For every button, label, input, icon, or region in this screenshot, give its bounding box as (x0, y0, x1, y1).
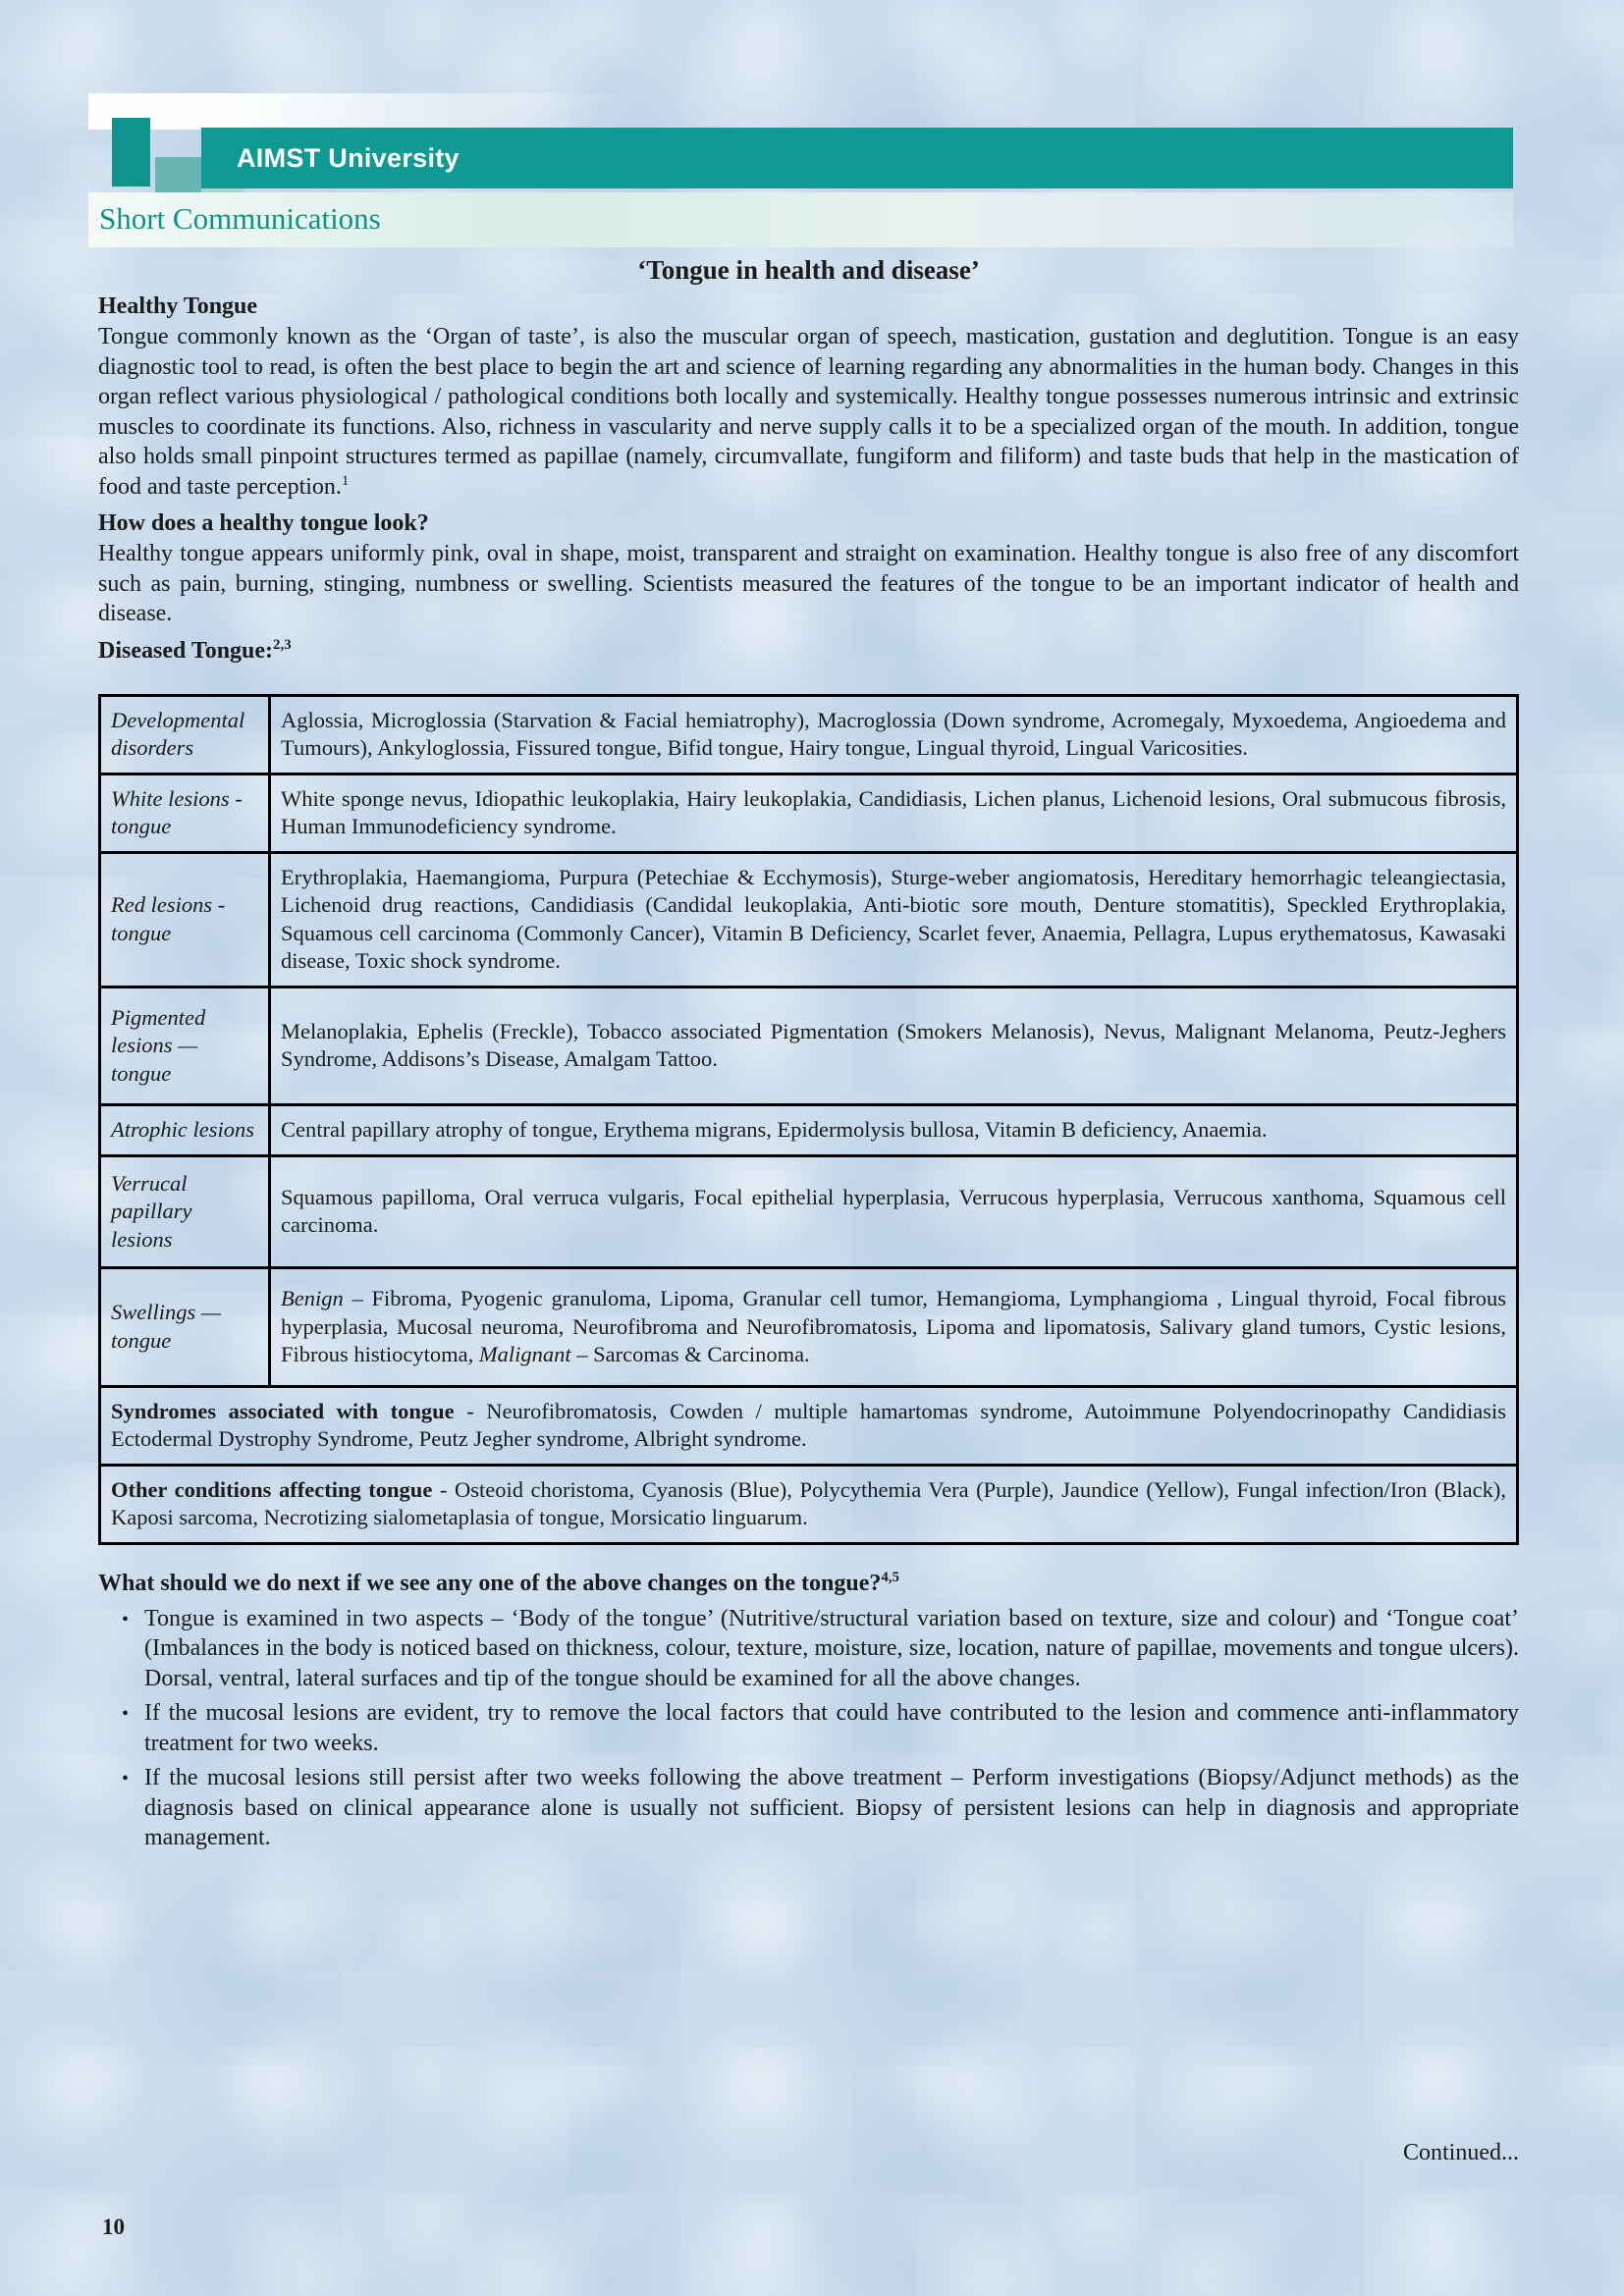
malignant-text: – Sarcomas & Carcinoma. (570, 1342, 810, 1366)
row-content: Erythroplakia, Haemangioma, Purpura (Petechiae & Ecchymosis), Sturge-weber angiomatosis, Hereditary hemorrhagic teleangiectasia, Lichenoid drug reactions, Candidiasis (Candidal leukoplakia, Anti-biotic sore mouth, Denture stomatitis), Speckled Erythroplakia, Squamous cell carcinoma (Commonly Cancer), Vitamin B Deficiency, Scarlet fever, Anaemia, Pellagra, Lupus erythematosus, Kawasaki disease, Toxic shock syndrome. (270, 852, 1518, 987)
section-label: Short Communications (99, 201, 381, 236)
row-label: Swellings — tongue (100, 1268, 270, 1387)
list-item (98, 1698, 1519, 1758)
list-item (98, 1604, 1519, 1694)
row-label: Developmental disorders (100, 695, 270, 774)
benign-text: – Fibroma, Pyogenic granuloma, Lipoma, Granular cell tumor, Hemangioma, Lymphangioma , Lingual thyroid, Focal fibrous hyperplasia, Mucosal neuroma, Neurofibroma and Neurofibromatosis, Lipoma and lipomatosis, Salivary gland tumors, Cystic lesions, Fibrous histiocytoma, (281, 1286, 1506, 1366)
bullet-icon: • (122, 1768, 130, 1789)
row-label: Atrophic lesions (100, 1105, 270, 1156)
paragraph-healthy-tongue (98, 322, 1519, 502)
bullet-icon: • (122, 1608, 130, 1630)
heading-next-steps (98, 1569, 1519, 1599)
row-content: Central papillary atrophy of tongue, Erythema migrans, Epidermolysis bullosa, Vitamin B deficiency, Anaemia. (270, 1105, 1518, 1156)
row-label: Verrucal papillary lesions (100, 1155, 270, 1268)
decor-square-dark (112, 118, 150, 187)
heading-next-steps-text: What should we do next if we see any one of the above changes on the tongue? (98, 1570, 882, 1596)
paragraph-healthy-tongue-text: Tongue commonly known as the ‘Organ of taste’, is also the muscular organ of speech, mastication, gustation and deglutition. Tongue is an easy diagnostic tool to read, is often the best place to begin the art and science of learning regarding any abnormalities in the human body. Changes in this organ reflect various physiological / pathological conditions both locally and systemically. Healthy tongue possesses numerous intrinsic and extrinsic muscles to coordinate its functions. Also, richness in vascularity and nerve supply calls it to be a specialized organ of the mouth. In addition, tongue also holds small pinpoint structures termed as papillae (namely, circumvallate, fungiform and filiform) and taste buds that help in the mastication of food and taste perception. (98, 324, 1519, 500)
row-label: Pigmented lesions — tongue (100, 987, 270, 1105)
heading-diseased-tongue (98, 636, 1519, 667)
article (98, 255, 1519, 1853)
other-conditions-label: Other conditions affecting tongue (111, 1476, 433, 1502)
row-content-full (100, 1386, 1518, 1465)
syndromes-text: - Neurofibromatosis, Cowden / multiple hamartomas syndrome, Autoimmune Polyendocrinopathy Candidiasis Ectodermal Dystrophy Syndrome, Peutz Jegher syndrome, Albright syndrome. (111, 1398, 1506, 1451)
row-content: Squamous papilloma, Oral verruca vulgaris, Focal epithelial hyperplasia, Verrucous hyperplasia, Verrucous xanthoma, Squamous cell carcinoma. (270, 1155, 1518, 1268)
footnote-ref-4-5: 4,5 (881, 1569, 899, 1585)
paragraph-how-tongue-looks: Healthy tongue appears uniformly pink, oval in shape, moist, transparent and straight on examination. Healthy tongue is also free of any discomfort such as pain, burning, stinging, numbness or swelling. Scientists measured the features of the tongue to be an important indicator of health and disease. (98, 541, 1519, 626)
bullet-icon: • (122, 1703, 130, 1725)
list-item-text: If the mucosal lesions still persist after two weeks following the above treatment – Perform investigations (Biopsy/Adjunct methods) as the diagnosis based on clinical appearance alone is usually not sufficient. Biopsy of persistent lesions can help in diagnosis and appropriate management. (144, 1765, 1519, 1850)
table-row-pigmented-lesions (100, 987, 1518, 1105)
table-row-syndromes (100, 1386, 1518, 1465)
heading-diseased-tongue-text: Diseased Tongue: (98, 637, 274, 664)
row-content: White sponge nevus, Idiopathic leukoplakia, Hairy leukoplakia, Candidiasis, Lichen planus, Lichenoid lesions, Oral submucous fibrosis, Human Immunodeficiency syndrome. (270, 774, 1518, 852)
row-content: Aglossia, Microglossia (Starvation & Facial hemiatrophy), Macroglossia (Down syndrome, Acromegaly, Myxoedema, Angioedema and Tumours), Ankyloglossia, Fissured tongue, Bifid tongue, Hairy tongue, Lingual thyroid, Lingual Varicosities. (270, 695, 1518, 774)
table-row-swellings (100, 1268, 1518, 1387)
syndromes-label: Syndromes associated with tongue (111, 1398, 455, 1423)
list-item (98, 1763, 1519, 1853)
page-number: 10 (102, 2215, 125, 2239)
list-item-text: Tongue is examined in two aspects – ‘Body of the tongue’ (Nutritive/structural variation based on texture, size and colour) and ‘Tongue coat’ (Imbalances in the body is noticed based on thickness, colour, texture, moisture, size, location, nature of papillae, movements and tongue ulcers). Dorsal, ventral, lateral surfaces and tip of the tongue should be examined for all the above changes. (144, 1605, 1519, 1691)
row-label: White lesions - tongue (100, 774, 270, 852)
footnote-ref-2-3: 2,3 (273, 636, 292, 653)
list-item-text: If the mucosal lesions are evident, try to remove the local factors that could have contributed to the lesion and commence anti-inflammatory treatment for two weeks. (144, 1700, 1519, 1756)
page-title: ‘Tongue in health and disease’ (637, 255, 980, 285)
footnote-ref-1: 1 (341, 472, 350, 489)
header-white-gradient (88, 93, 644, 130)
table-row-white-lesions (100, 774, 1518, 852)
malignant-label: Malignant (478, 1342, 571, 1366)
row-content-full (100, 1465, 1518, 1543)
continued-note: Continued... (1403, 2140, 1519, 2165)
heading-healthy-tongue: Healthy Tongue (98, 294, 258, 319)
other-conditions-text: - Osteoid choristoma, Cyanosis (Blue), Polycythemia Vera (Purple), Jaundice (Yellow), Fungal infection/Iron (Black), Kaposi sarcoma, Necrotizing sialometaplasia of tongue, Morsicatio linguarum. (111, 1476, 1506, 1529)
table-row-developmental (100, 695, 1518, 774)
banner-title: AIMST University (237, 143, 460, 173)
table-row-atrophic-lesions (100, 1105, 1518, 1156)
table-row-other-conditions (100, 1465, 1518, 1543)
row-content: Melanoplakia, Ephelis (Freckle), Tobacco associated Pigmentation (Smokers Melanosis), Nevus, Malignant Melanoma, Peutz-Jeghers Syndrome, Addisons’s Disease, Amalgam Tattoo. (270, 987, 1518, 1105)
benign-label: Benign (281, 1286, 344, 1310)
table-row-verrucal-lesions (100, 1155, 1518, 1268)
section-band (88, 192, 1513, 247)
row-content (270, 1268, 1518, 1387)
row-label: Red lesions - tongue (100, 852, 270, 987)
heading-how-tongue-looks: How does a healthy tongue look? (98, 510, 429, 536)
diseased-tongue-table (98, 694, 1519, 1545)
university-banner (201, 128, 1513, 188)
table-row-red-lesions (100, 852, 1518, 987)
